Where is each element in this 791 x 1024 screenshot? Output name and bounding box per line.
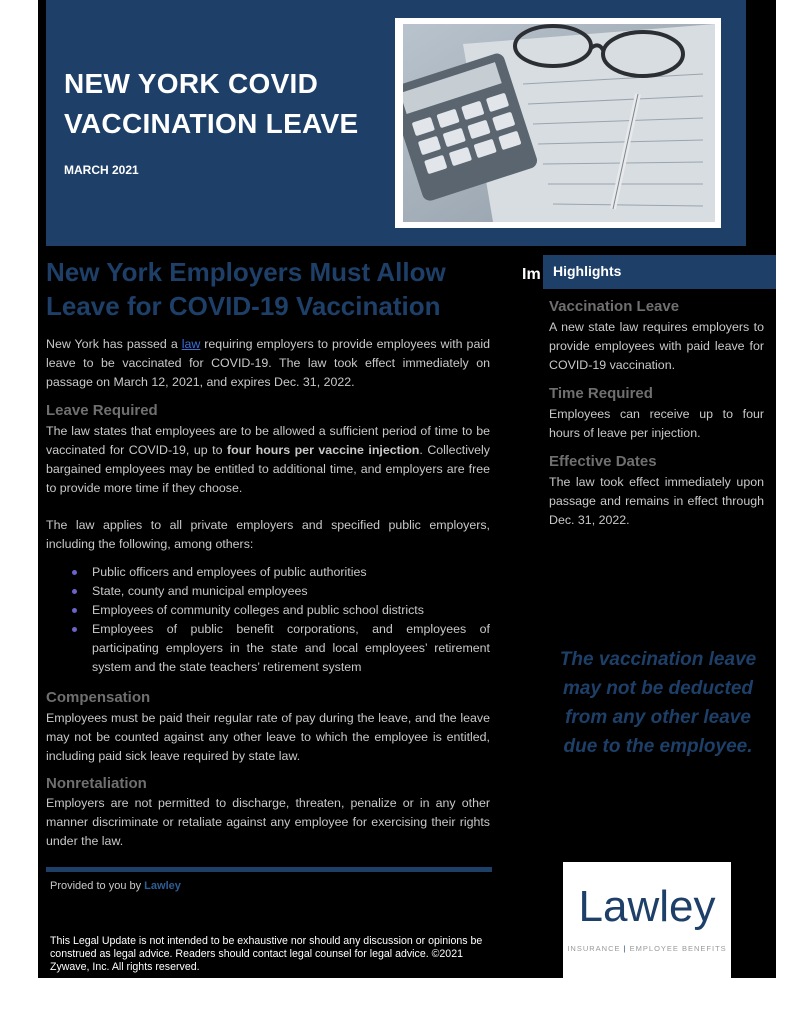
leave-required-paragraph (46, 422, 490, 498)
main-headline: New York Employers Must Allow Leave for COVID-19 Vaccination (46, 257, 446, 321)
bullet-icon (72, 608, 77, 613)
compensation-heading: Compensation (46, 689, 151, 706)
nonretaliation-paragraph: Employers are not permitted to discharge, threaten, penalize or in any other manner discriminate or retaliate against any employee for exercising their rights under the law. (46, 796, 490, 848)
applies-paragraph: The law applies to all private employers and specified public employers, including the following, among others: (46, 518, 490, 551)
calculator-glasses-photo (403, 24, 715, 222)
logo-tagline: INSURANCE | EMPLOYEE BENEFITS (567, 944, 727, 953)
provided-brand: Lawley (144, 880, 181, 892)
header-title: NEW YORK COVID VACCINATION LEAVE (64, 68, 359, 139)
leave-text-after: . Collectively bargained employees may be entitled to additional time, and employers are free to provide more time if they choose. (46, 443, 490, 495)
highlight-heading-dates: Effective Dates (549, 453, 657, 470)
bullet-icon (72, 589, 77, 594)
highlight-text-vaccination: A new state law requires employers to provide employees with paid leave for COVID-19 vaccination. (549, 320, 764, 372)
intro-paragraph (46, 335, 490, 392)
highlights-cutoff-text: Im (522, 266, 541, 283)
bullet-icon (72, 570, 77, 575)
list-item: Employees of public benefit corporations, and employees of participating employers in the state and local employees’ retirement system and the state teachers’ retirement system (46, 620, 490, 677)
highlight-heading-time: Time Required (549, 385, 653, 402)
highlight-text-dates: The law took effect immediately upon passage and remains in effect through Dec. 31, 2022. (549, 475, 764, 527)
bullet-icon (72, 627, 77, 632)
lawley-logo (563, 862, 731, 978)
legal-disclaimer: This Legal Update is not intended to be exhaustive nor should any discussion or opinions be construed as legal advice. Readers should contact legal counsel for legal advice. ©2021 Zywave, Inc. All rights reserved. (50, 935, 483, 973)
highlights-title: Highlights (553, 263, 622, 279)
highlight-text-time: Employees can receive up to four hours of leave per injection. (549, 407, 764, 440)
leave-required-heading: Leave Required (46, 402, 158, 419)
leave-text-bold: four hours per vaccine injection (227, 443, 420, 457)
pull-quote: The vaccination leave may not be deducted from any other leave due to the employee. (559, 649, 757, 757)
list-item: Employees of community colleges and public school districts (46, 601, 490, 620)
leave-text-before: The law states that employees are to be allowed a sufficient period of time to be vaccinated for COVID-19, up to (46, 424, 490, 457)
intro-text-after: requiring employers to provide employees with paid leave to be vaccinated for COVID-19. The law took effect immediately on passage on March 12, 2021, and expires Dec. 31, 2022. (46, 337, 490, 389)
employer-list (46, 563, 490, 677)
list-item: Public officers and employees of public authorities (46, 563, 490, 582)
list-item: State, county and municipal employees (46, 582, 490, 601)
footer-divider (46, 867, 492, 872)
law-link[interactable]: law (181, 337, 201, 351)
provided-by: Provided to you by Lawley (50, 880, 181, 892)
header-date: MARCH 2021 (64, 163, 139, 177)
nonretaliation-heading: Nonretaliation (46, 775, 147, 792)
intro-text-before: New York has passed a (46, 337, 182, 351)
logo-wordmark: Lawley (578, 882, 716, 931)
compensation-paragraph: Employees must be paid their regular rate of pay during the leave, and the leave may not be counted against any other leave to which the employee is entitled, including paid sick leave required by state law. (46, 711, 490, 763)
highlight-heading-vaccination: Vaccination Leave (549, 298, 680, 315)
